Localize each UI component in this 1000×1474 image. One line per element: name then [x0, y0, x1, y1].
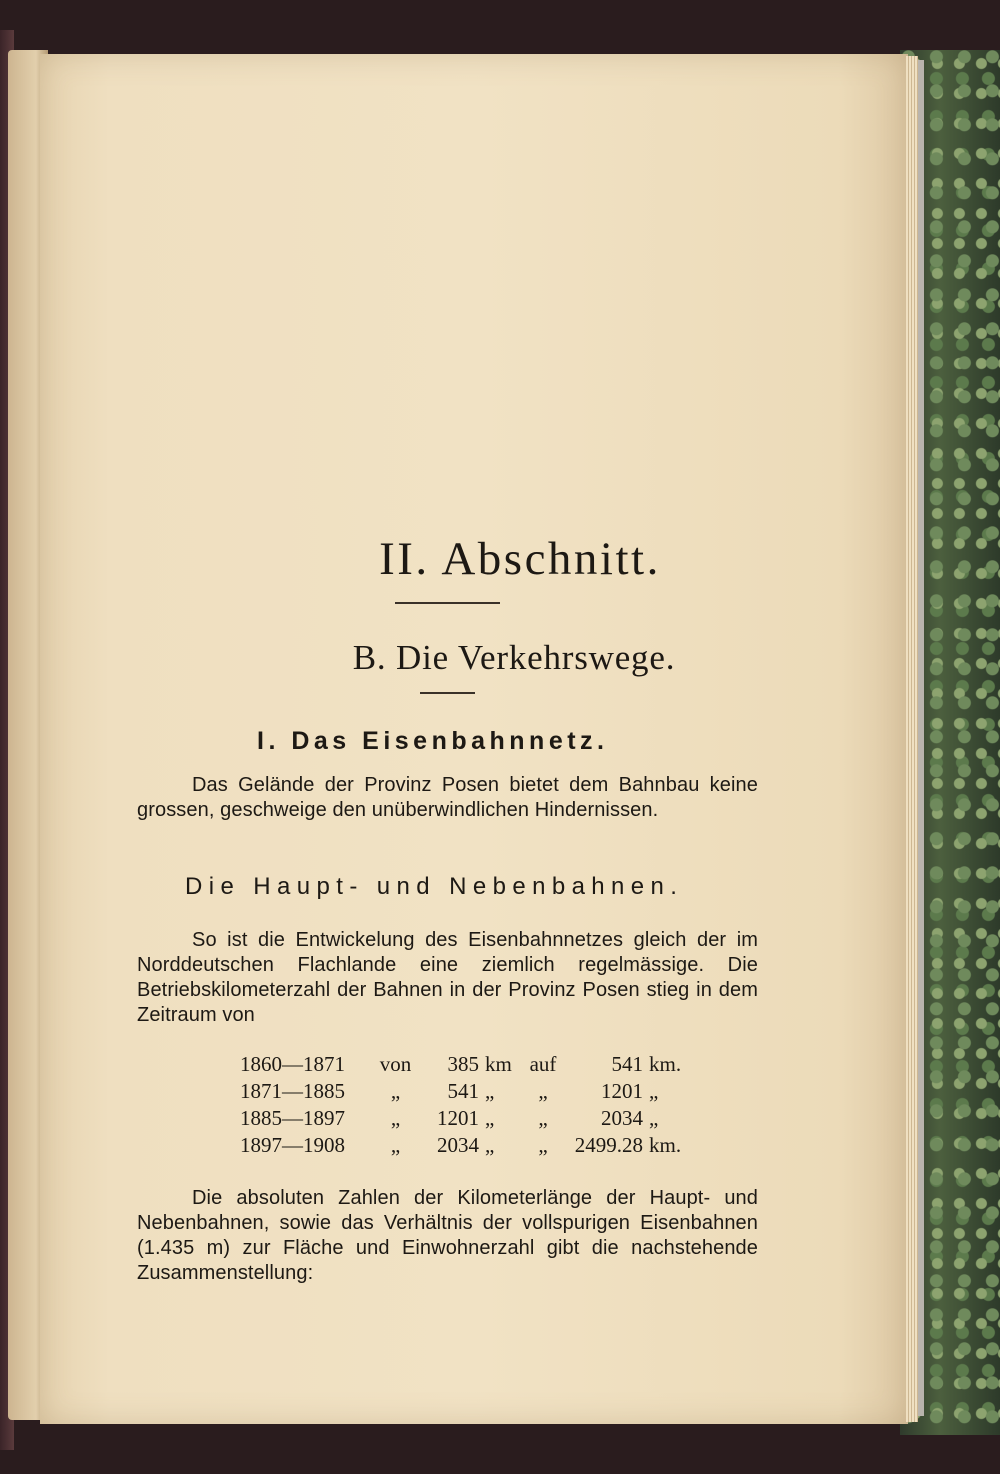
paragraph-development: So ist die Entwickelung des Eisenbahnnetzes gleich der im Norddeutschen Flachlande eine ziemlich regelmässige. Die Betriebskilometerzahl der Bahnen in der Provinz Posen stieg in dem Zeitraum von	[137, 929, 758, 1026]
to-km-cell: 541	[611, 1052, 643, 1076]
unit-cell: „	[485, 1133, 495, 1157]
to-km-cell: 2499.28	[574, 1133, 643, 1157]
unit-cell: „	[649, 1106, 659, 1130]
table-row	[240, 1079, 689, 1106]
to-km-cell: 2034	[601, 1106, 643, 1130]
paragraph-summary: Die absoluten Zahlen der Kilometerlänge der Haupt- und Nebenbahnen, sowie das Verhältnis der vollspurigen Eisenbahnen (1.435 m) zur Fläche und Einwohnerzahl gibt die nachstehende Zusammenstellung:	[137, 1187, 758, 1284]
period-cell: 1885—1897	[240, 1106, 345, 1130]
from-km-cell: 1201	[437, 1106, 479, 1130]
endpaper-edge	[918, 60, 924, 1416]
table-row	[240, 1106, 689, 1133]
table-row	[240, 1052, 689, 1079]
subsection-heading: Die Haupt- und Nebenbahnen.	[185, 873, 684, 900]
chapter-title: II. Abschnitt.	[379, 533, 661, 585]
table-row	[240, 1133, 689, 1160]
unit-cell: „	[485, 1079, 495, 1103]
unit-cell: km.	[649, 1133, 682, 1157]
unit-cell: „	[485, 1106, 495, 1130]
auf-cell: „	[538, 1106, 548, 1130]
unit-cell: km	[485, 1052, 512, 1076]
von-cell: „	[390, 1079, 401, 1103]
von-cell: „	[390, 1133, 401, 1157]
section-heading: I. Das Eisenbahnnetz.	[257, 727, 609, 755]
to-km-cell: 1201	[601, 1079, 643, 1103]
auf-cell: auf	[529, 1052, 557, 1076]
von-cell: „	[390, 1106, 401, 1130]
title-divider	[395, 602, 500, 604]
period-cell: 1871—1885	[240, 1079, 345, 1103]
paragraph-terrain: Das Gelände der Provinz Posen bietet dem Bahnbau keine grossen, geschweige den unüberwindlichen Hindernissen.	[137, 774, 758, 821]
page-stack-edge	[906, 56, 918, 1422]
unit-cell: km.	[649, 1052, 682, 1076]
period-cell: 1897—1908	[240, 1133, 345, 1157]
period-cell: 1860—1871	[240, 1052, 345, 1076]
from-km-cell: 2034	[437, 1133, 479, 1157]
unit-cell: „	[649, 1079, 659, 1103]
von-cell: von	[379, 1052, 412, 1076]
auf-cell: „	[538, 1079, 548, 1103]
chapter-subtitle: B. Die Verkehrswege.	[352, 638, 676, 677]
auf-cell: „	[538, 1133, 548, 1157]
from-km-cell: 385	[447, 1052, 479, 1076]
subtitle-divider	[420, 692, 475, 694]
km-growth-table	[240, 1052, 689, 1160]
from-km-cell: 541	[447, 1079, 479, 1103]
